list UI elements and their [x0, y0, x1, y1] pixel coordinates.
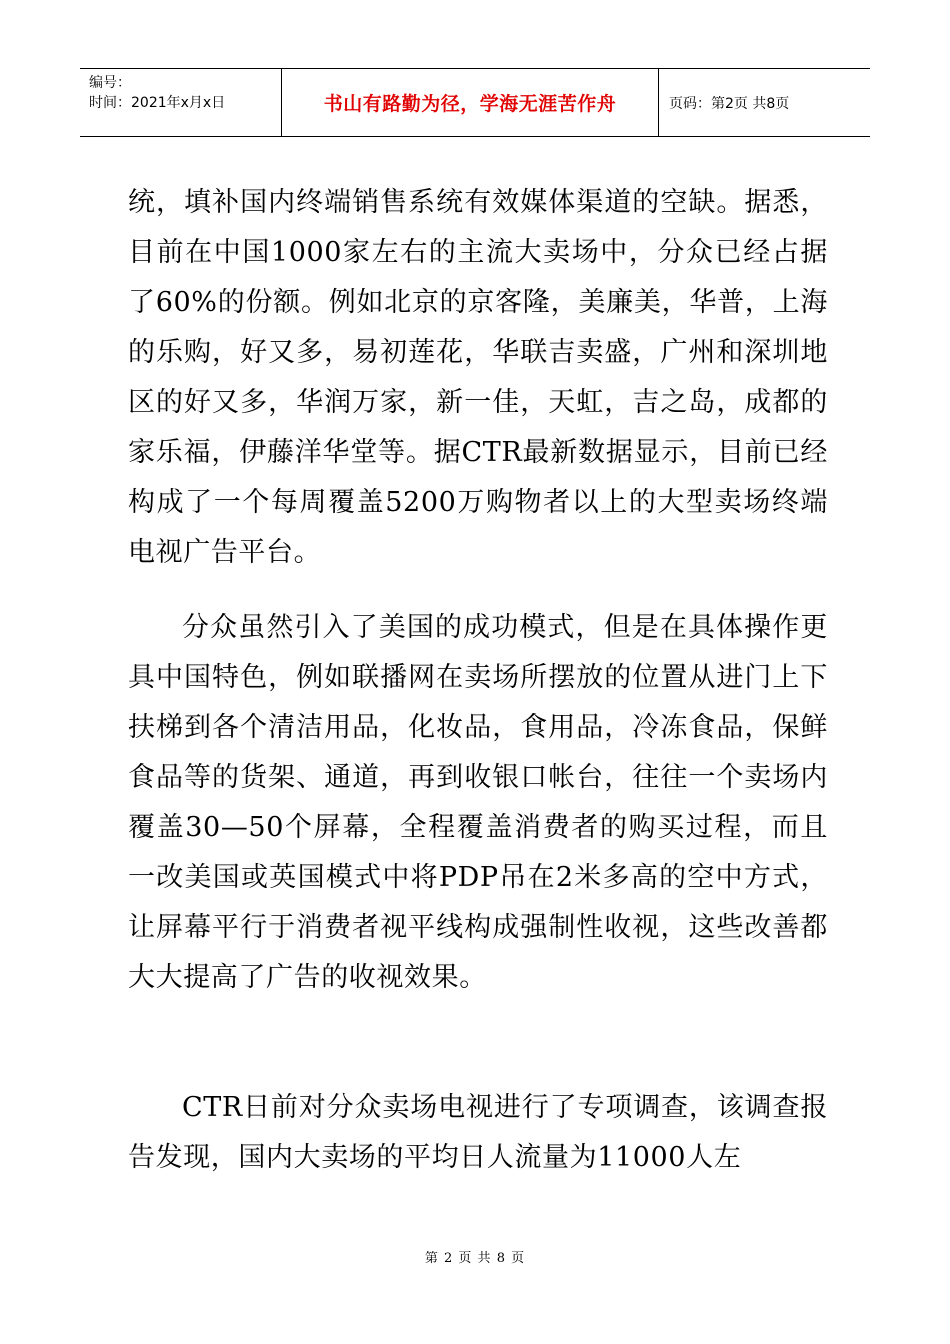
header-meta: [80, 69, 282, 136]
paragraph-spacer: [128, 578, 828, 603]
paragraph-spacer: [128, 1003, 828, 1083]
body-paragraph: 统，填补国内终端销售系统有效媒体渠道的空缺。据悉，目前在中国1000家左右的主流大卖场中，分众已经占据了60%的份额。例如北京的京客隆，美廉美，华普，上海的乐购，好又多，易初莲花，华联吉卖盛，广州和深圳地区的好又多，华润万家，新一佳，天虹，吉之岛，成都的家乐福，伊藤洋华堂等。据CTR最新数据显示，目前已经构成了一个每周覆盖5200万购物者以上的大型卖场终端电视广告平台。: [128, 187, 828, 568]
header-motto: 书山有路勤为径，学海无涯苦作舟: [282, 69, 659, 136]
page-footer: 第 2 页 共 8 页: [424, 1251, 526, 1266]
document-time: 时间：2021年x月x日: [89, 95, 226, 111]
header-page-info: 页码：第2页 共8页: [669, 95, 790, 112]
document-number-label: 编号：: [89, 75, 131, 91]
document-body: [128, 178, 828, 1183]
body-paragraph: 分众虽然引入了美国的成功模式，但是在具体操作更具中国特色，例如联播网在卖场所摆放的位置从进门上下扶梯到各个清洁用品，化妆品，食用品，冷冻食品，保鲜食品等的货架、通道，再到收银口帐台，往往一个卖场内覆盖30—50个屏幕，全程覆盖消费者的购买过程，而且一改美国或英国模式中将PDP吊在2米多高的空中方式，让屏幕平行于消费者视平线构成强制性收视，这些改善都大大提高了广告的收视效果。: [128, 612, 828, 993]
body-paragraph: CTR日前对分众卖场电视进行了专项调查，该调查报告发现，国内大卖场的平均日人流量为11000人左: [128, 1092, 828, 1173]
page-header: [80, 68, 870, 137]
